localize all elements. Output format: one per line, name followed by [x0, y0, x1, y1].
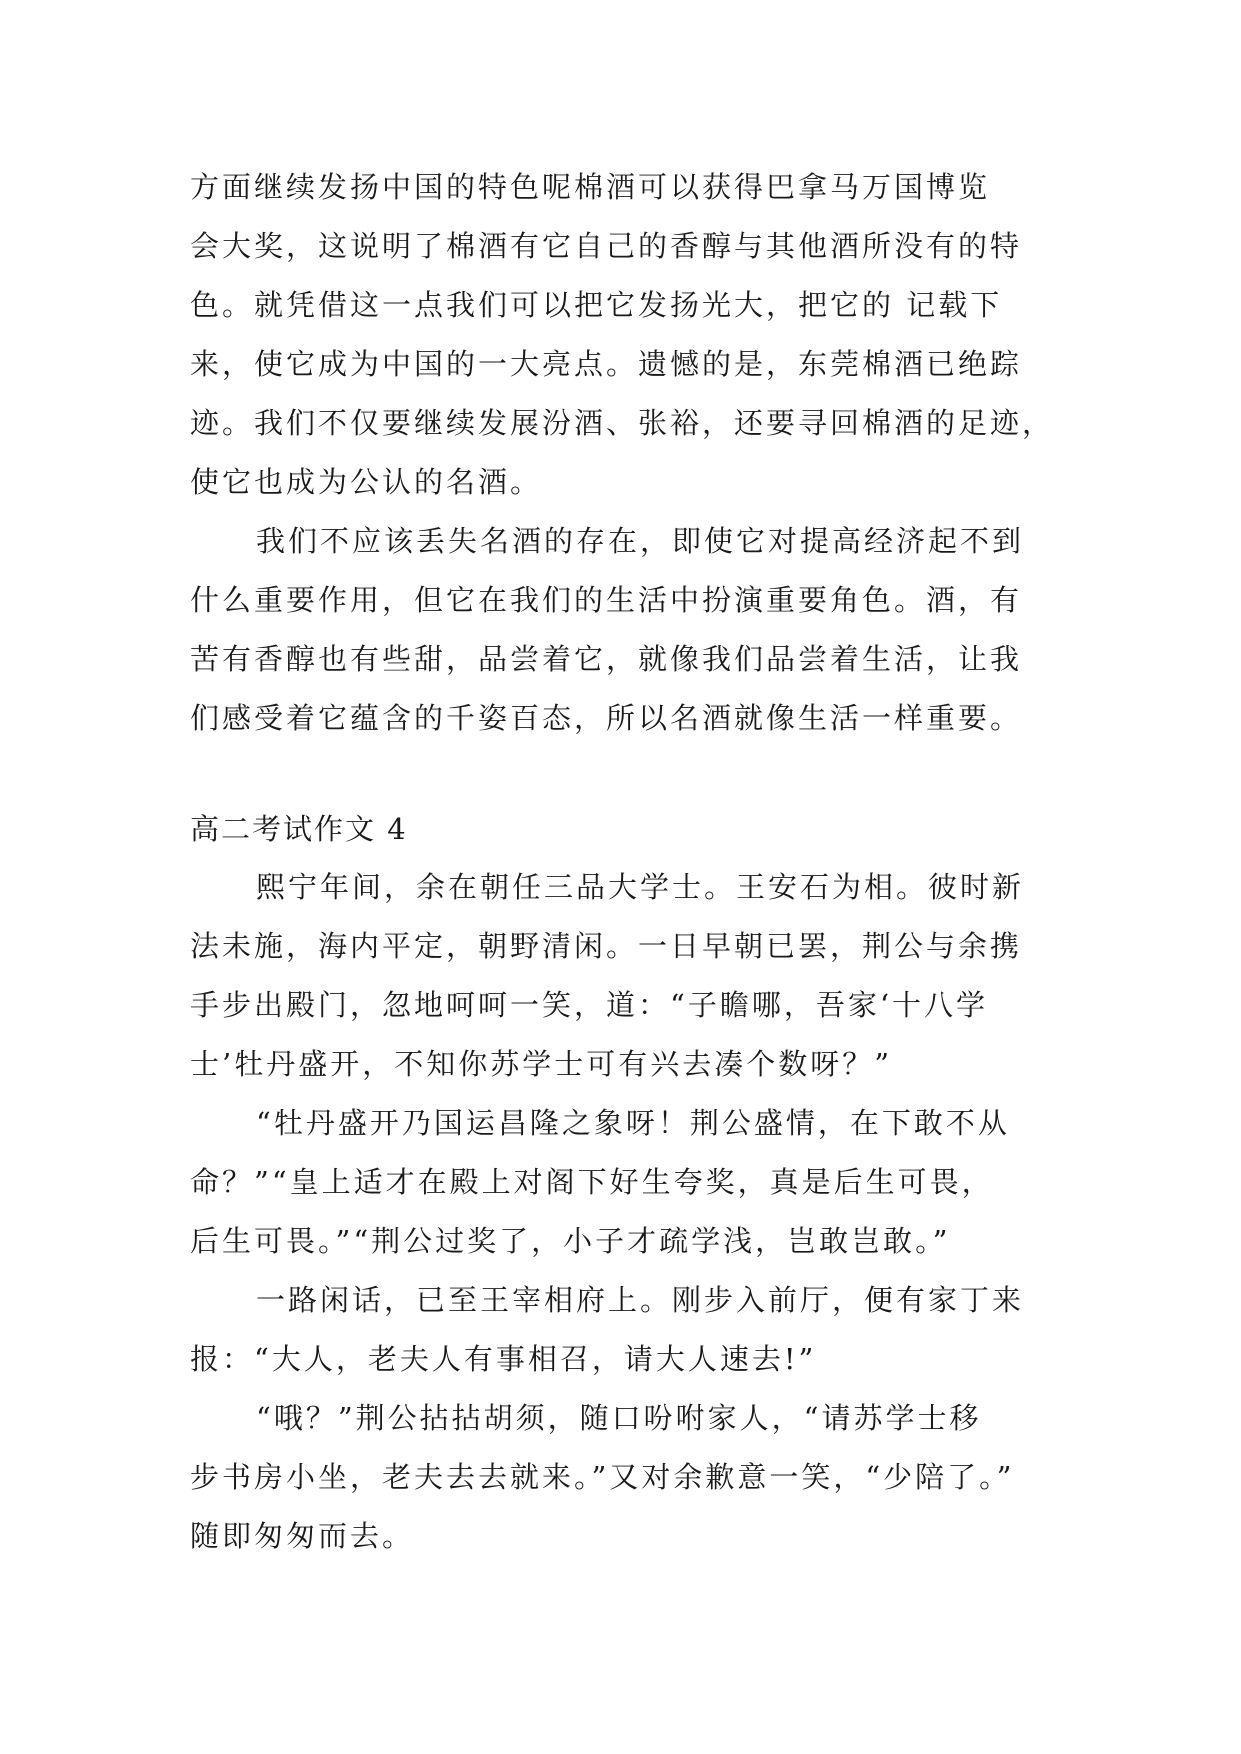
text-line: “牡丹盛开乃国运昌隆之象呀！荆公盛情，在下敢不从 [256, 1106, 1010, 1140]
text-line: 方面继续发扬中国的特色呢棉酒可以获得巴拿马万国博览 [190, 170, 991, 204]
text-line: 随即匆匆而去。 [190, 1519, 415, 1553]
paragraph-conclusion [190, 512, 1060, 748]
text-line: 后生可畏。”“荆公过奖了，小子才疏学浅，岂敢岂敢。” [190, 1224, 951, 1258]
text-line: 我们不应该丢失名酒的存在，即使它对提高经济起不到 [256, 524, 1025, 558]
text-line: 士’牡丹盛开，不知你苏学士可有兴去凑个数呀？” [190, 1047, 893, 1081]
text-line: 步书房小坐，老夫去去就来。”又对余歉意一笑，“少陪了。” [190, 1460, 1015, 1494]
text-line: 色。就凭借这一点我们可以把它发扬光大，把它的 记载下 [190, 288, 1003, 322]
text-line: 迹。我们不仅要继续发展汾酒、张裕，还要寻回棉酒的足迹， [190, 406, 1055, 440]
essay-body [190, 858, 1060, 1566]
text-line: 手步出殿门，忽地呵呵一笑，道：“子瞻哪，吾家‘十八学 [190, 988, 989, 1022]
text-line: 报：“大人，老夫人有事相召，请大人速去!” [190, 1342, 817, 1376]
text-line: 熙宁年间，余在朝任三品大学士。王安石为相。彼时新 [256, 870, 1025, 904]
section-title: 高二考试作文 4 [190, 812, 408, 846]
text-line: 会大奖，这说明了棉酒有它自己的香醇与其他酒所没有的特 [190, 229, 1023, 263]
text-line: 什么重要作用，但它在我们的生活中扮演重要角色。酒，有 [190, 583, 1023, 617]
text-line: “哦？”荆公拈拈胡须，随口吩咐家人，“请苏学士移 [256, 1401, 982, 1435]
text-line: 苦有香醇也有些甜，品尝着它，就像我们品尝着生活，让我 [190, 642, 1023, 676]
paragraph-continued [190, 158, 1060, 512]
text-line: 一路闲话，已至王宰相府上。刚步入前厅，便有家丁来 [256, 1283, 1025, 1317]
text-line: 命？”“皇上适才在殿上对阁下好生夸奖，真是后生可畏， [190, 1165, 994, 1199]
text-line: 来，使它成为中国的一大亮点。遗憾的是，东莞棉酒已绝踪 [190, 347, 1023, 381]
text-line: 们感受着它蕴含的千姿百态，所以名酒就像生活一样重要。 [190, 701, 1023, 735]
text-line: 使它也成为公认的名酒。 [190, 465, 543, 499]
text-line: 法未施，海内平定，朝野清闲。一日早朝已罢，荆公与余携 [190, 929, 1023, 963]
